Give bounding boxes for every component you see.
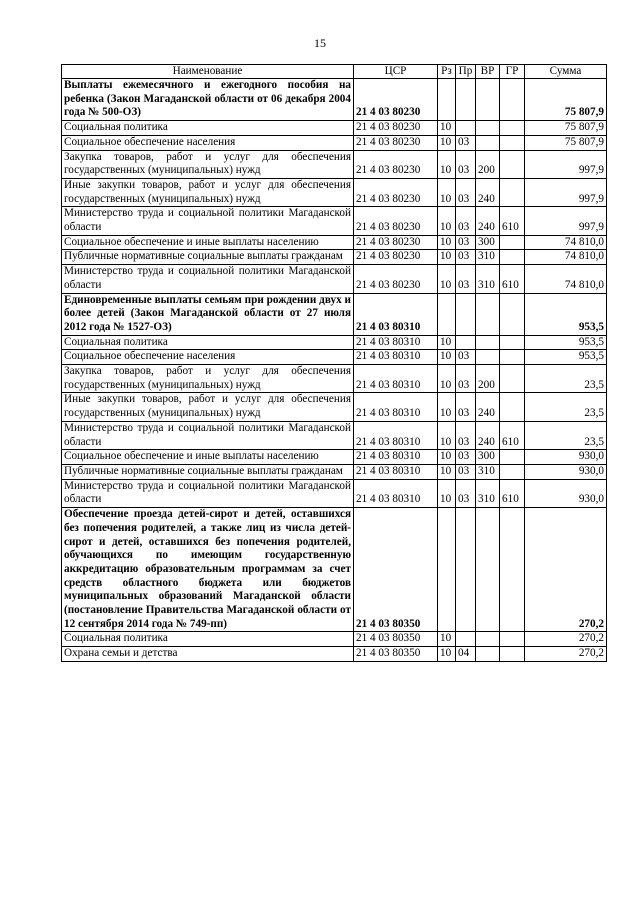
table-row (62, 508, 607, 632)
cell-rz: 10 (438, 450, 456, 465)
cell-vr (476, 508, 500, 632)
cell-pr: 03 (456, 150, 476, 178)
cell-gr (500, 135, 525, 150)
cell-pr: 03 (456, 393, 476, 421)
cell-pr: 03 (456, 235, 476, 250)
cell-name: Закупка товаров, работ и услуг для обеспечения государственных (муниципальных) нужд (62, 365, 354, 393)
cell-sum: 997,9 (525, 150, 607, 178)
cell-pr: 03 (456, 350, 476, 365)
header-vr: ВР (476, 65, 500, 79)
cell-sum: 270,2 (525, 647, 607, 662)
cell-sum: 75 807,9 (525, 135, 607, 150)
cell-csr: 21 4 03 80230 (354, 135, 438, 150)
cell-name: Социальное обеспечение и иные выплаты населению (62, 235, 354, 250)
header-csr: ЦСР (354, 65, 438, 79)
cell-pr: 03 (456, 135, 476, 150)
header-rz: Рз (438, 65, 456, 79)
cell-sum: 930,0 (525, 450, 607, 465)
table-row (62, 293, 607, 335)
cell-csr: 21 4 03 80230 (354, 250, 438, 265)
cell-pr: 04 (456, 647, 476, 662)
cell-gr (500, 178, 525, 206)
cell-sum: 953,5 (525, 350, 607, 365)
cell-gr (500, 464, 525, 479)
table-row (62, 479, 607, 507)
cell-vr: 240 (476, 207, 500, 235)
table-row (62, 178, 607, 206)
header-sum: Сумма (525, 65, 607, 79)
cell-gr: 610 (500, 421, 525, 449)
cell-gr (500, 79, 525, 121)
header-gr: ГР (500, 65, 525, 79)
cell-vr (476, 350, 500, 365)
cell-name: Социальная политика (62, 632, 354, 647)
cell-pr: 03 (456, 178, 476, 206)
cell-rz: 10 (438, 265, 456, 293)
cell-csr: 21 4 03 80310 (354, 421, 438, 449)
cell-rz: 10 (438, 235, 456, 250)
cell-name: Министерство труда и социальной политики Магаданской области (62, 265, 354, 293)
cell-csr: 21 4 03 80310 (354, 335, 438, 350)
table-row (62, 350, 607, 365)
cell-sum: 270,2 (525, 632, 607, 647)
table-row (62, 250, 607, 265)
cell-rz: 10 (438, 335, 456, 350)
cell-sum: 23,5 (525, 365, 607, 393)
cell-csr: 21 4 03 80310 (354, 350, 438, 365)
cell-rz: 10 (438, 647, 456, 662)
table-row (62, 150, 607, 178)
cell-name: Социальная политика (62, 121, 354, 136)
cell-name: Публичные нормативные социальные выплаты гражданам (62, 250, 354, 265)
cell-vr (476, 632, 500, 647)
cell-gr (500, 335, 525, 350)
cell-sum: 74 810,0 (525, 235, 607, 250)
cell-vr: 300 (476, 450, 500, 465)
cell-pr: 03 (456, 421, 476, 449)
table-row (62, 79, 607, 121)
cell-gr: 610 (500, 479, 525, 507)
cell-vr: 200 (476, 365, 500, 393)
cell-gr (500, 647, 525, 662)
cell-gr (500, 121, 525, 136)
cell-sum: 75 807,9 (525, 79, 607, 121)
cell-pr: 03 (456, 479, 476, 507)
cell-name: Обеспечение проезда детей-сирот и детей, оставшихся без попечения родителей, а также лиц из числа детей-сирот и детей, оставшихся без попечения родителей, обучающихся по имеющим государственную аккредитацию образовательным программам за счет средств областного бюджета или бюджетов муниципальных образований Магаданской области (постановление Правительства Магаданской области от 12 сентября 2014 года № 749-пп) (62, 508, 354, 632)
cell-rz: 10 (438, 479, 456, 507)
cell-rz: 10 (438, 207, 456, 235)
cell-vr (476, 647, 500, 662)
cell-sum: 23,5 (525, 421, 607, 449)
cell-csr: 21 4 03 80230 (354, 207, 438, 235)
cell-vr (476, 79, 500, 121)
cell-rz: 10 (438, 135, 456, 150)
cell-rz: 10 (438, 150, 456, 178)
cell-vr (476, 293, 500, 335)
cell-pr: 03 (456, 450, 476, 465)
page-number: 15 (314, 36, 326, 50)
table-row (62, 365, 607, 393)
cell-vr: 300 (476, 235, 500, 250)
cell-csr: 21 4 03 80310 (354, 450, 438, 465)
cell-name: Социальная политика (62, 335, 354, 350)
table-row (62, 121, 607, 136)
cell-sum: 930,0 (525, 464, 607, 479)
cell-gr (500, 150, 525, 178)
cell-name: Публичные нормативные социальные выплаты гражданам (62, 464, 354, 479)
cell-csr: 21 4 03 80230 (354, 178, 438, 206)
table-row (62, 235, 607, 250)
cell-rz (438, 293, 456, 335)
cell-name: Социальное обеспечение и иные выплаты населению (62, 450, 354, 465)
cell-sum: 74 810,0 (525, 250, 607, 265)
cell-name: Министерство труда и социальной политики Магаданской области (62, 421, 354, 449)
cell-rz: 10 (438, 393, 456, 421)
cell-sum: 953,5 (525, 335, 607, 350)
cell-gr (500, 365, 525, 393)
table-row (62, 464, 607, 479)
cell-vr: 240 (476, 393, 500, 421)
cell-sum: 23,5 (525, 393, 607, 421)
cell-pr: 03 (456, 207, 476, 235)
cell-name: Иные закупки товаров, работ и услуг для обеспечения государственных (муниципальных) нужд (62, 178, 354, 206)
cell-csr: 21 4 03 80310 (354, 293, 438, 335)
cell-gr (500, 393, 525, 421)
table-row (62, 647, 607, 662)
cell-sum: 953,5 (525, 293, 607, 335)
cell-gr: 610 (500, 207, 525, 235)
cell-name: Министерство труда и социальной политики Магаданской области (62, 479, 354, 507)
table-row (62, 135, 607, 150)
cell-pr (456, 293, 476, 335)
cell-csr: 21 4 03 80230 (354, 235, 438, 250)
cell-name: Единовременные выплаты семьям при рождении двух и более детей (Закон Магаданской области от 27 июля 2012 года № 1527-ОЗ) (62, 293, 354, 335)
cell-rz: 10 (438, 178, 456, 206)
cell-pr (456, 79, 476, 121)
cell-pr (456, 508, 476, 632)
cell-gr (500, 632, 525, 647)
cell-csr: 21 4 03 80230 (354, 79, 438, 121)
table-body (62, 79, 607, 662)
table-row (62, 265, 607, 293)
cell-rz: 10 (438, 421, 456, 449)
cell-name: Министерство труда и социальной политики Магаданской области (62, 207, 354, 235)
cell-csr: 21 4 03 80310 (354, 479, 438, 507)
cell-sum: 930,0 (525, 479, 607, 507)
cell-rz: 10 (438, 121, 456, 136)
cell-gr (500, 293, 525, 335)
cell-vr (476, 335, 500, 350)
budget-table (61, 64, 607, 662)
cell-vr: 310 (476, 479, 500, 507)
cell-pr (456, 335, 476, 350)
cell-vr: 200 (476, 150, 500, 178)
cell-name: Социальное обеспечение населения (62, 135, 354, 150)
table-row (62, 632, 607, 647)
table-row (62, 393, 607, 421)
cell-sum: 270,2 (525, 508, 607, 632)
cell-pr: 03 (456, 365, 476, 393)
cell-vr (476, 121, 500, 136)
cell-name: Иные закупки товаров, работ и услуг для обеспечения государственных (муниципальных) нужд (62, 393, 354, 421)
cell-rz: 10 (438, 464, 456, 479)
cell-sum: 997,9 (525, 178, 607, 206)
cell-rz: 10 (438, 350, 456, 365)
cell-name: Выплаты ежемесячного и ежегодного пособия на ребенка (Закон Магаданской области от 06 декабря 2004 года № 500-ОЗ) (62, 79, 354, 121)
cell-csr: 21 4 03 80310 (354, 393, 438, 421)
cell-gr (500, 350, 525, 365)
cell-pr: 03 (456, 464, 476, 479)
cell-sum: 75 807,9 (525, 121, 607, 136)
table-row (62, 450, 607, 465)
cell-csr: 21 4 03 80230 (354, 121, 438, 136)
cell-csr: 21 4 03 80350 (354, 508, 438, 632)
cell-rz: 10 (438, 632, 456, 647)
cell-gr (500, 250, 525, 265)
cell-sum: 997,9 (525, 207, 607, 235)
cell-csr: 21 4 03 80230 (354, 265, 438, 293)
cell-vr: 310 (476, 464, 500, 479)
cell-rz (438, 79, 456, 121)
cell-csr: 21 4 03 80350 (354, 632, 438, 647)
cell-vr: 240 (476, 421, 500, 449)
cell-csr: 21 4 03 80230 (354, 150, 438, 178)
cell-pr (456, 632, 476, 647)
cell-gr (500, 235, 525, 250)
cell-vr: 310 (476, 250, 500, 265)
cell-gr (500, 508, 525, 632)
cell-name: Охрана семьи и детства (62, 647, 354, 662)
table-row (62, 421, 607, 449)
cell-rz (438, 508, 456, 632)
table-row (62, 207, 607, 235)
cell-pr: 03 (456, 250, 476, 265)
cell-name: Закупка товаров, работ и услуг для обеспечения государственных (муниципальных) нужд (62, 150, 354, 178)
cell-csr: 21 4 03 80310 (354, 464, 438, 479)
cell-pr (456, 121, 476, 136)
cell-rz: 10 (438, 250, 456, 265)
header-pr: Пр (456, 65, 476, 79)
cell-gr: 610 (500, 265, 525, 293)
table-row (62, 335, 607, 350)
cell-csr: 21 4 03 80350 (354, 647, 438, 662)
header-name: Наименование (62, 65, 354, 79)
table-header-row (62, 65, 607, 79)
cell-vr: 240 (476, 178, 500, 206)
cell-vr: 310 (476, 265, 500, 293)
cell-name: Социальное обеспечение населения (62, 350, 354, 365)
cell-gr (500, 450, 525, 465)
cell-csr: 21 4 03 80310 (354, 365, 438, 393)
cell-vr (476, 135, 500, 150)
cell-rz: 10 (438, 365, 456, 393)
cell-pr: 03 (456, 265, 476, 293)
cell-sum: 74 810,0 (525, 265, 607, 293)
